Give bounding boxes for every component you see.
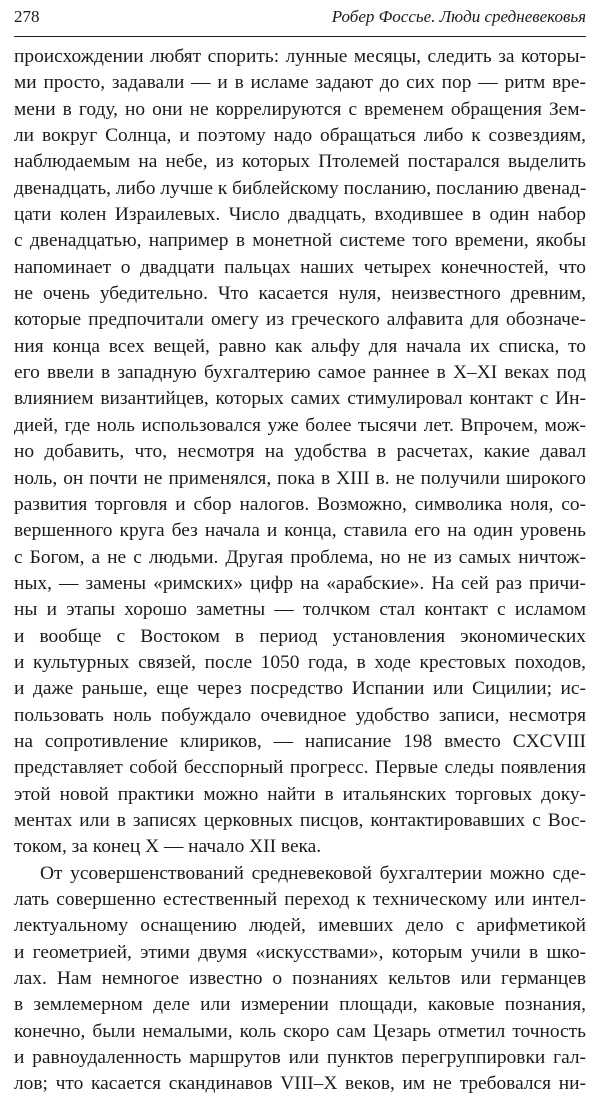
text-line: дией, где ноль использовался уже более тысячи лет. Впрочем, мож- — [14, 414, 586, 436]
paragraph — [14, 44, 586, 861]
text-line: током, за конец X — начало XII века. — [14, 836, 322, 858]
text-line: и равноудаленность маршрутов или пунктов перегруппировки гал- — [14, 1047, 586, 1069]
text-line: ны и этапы хорошо заметны — толчком стал контакт с исламом — [14, 599, 586, 621]
text-line: ния конца всех вещей, равно как альфу для начала их списка, то — [14, 335, 586, 357]
book-page — [14, 0, 586, 1095]
text-line: лать совершенно естественный переход к техническому или интел- — [14, 889, 586, 910]
text-line: лах. Нам немногое известно о познаниях кельтов или германцев — [14, 968, 586, 990]
text-line: развития торговля и сбор налогов. Возможно, символика ноля, со- — [14, 493, 586, 515]
text-line: От усовершенствований средневековой бухгалтерии можно сде- — [40, 862, 586, 884]
paragraph — [14, 861, 586, 1098]
running-title: Робер Фоссье. Люди средневековья — [331, 7, 586, 26]
text-line: с двенадцатью, например в монетной системе того времени, якобы — [14, 230, 586, 252]
text-line: происхождении любят спорить: лунные месяцы, следить за которы- — [14, 46, 586, 67]
text-line: ноль, он почти не применялся, пока в XIII в. не получили широкого — [14, 467, 586, 489]
text-line: представляет собой бесспорный прогресс. Первые следы появления — [14, 757, 586, 779]
text-line: и вообще с Востоком в период установления экономических — [14, 625, 586, 647]
text-line: лектуальному оснащению людей, имевших дело с арифметикой — [14, 915, 586, 937]
text-line: конечно, были немалыми, коль скоро сам Цезарь отметил точность — [14, 1020, 586, 1042]
body-text — [14, 44, 586, 1098]
text-line: напоминает о двадцати пальцах наших четырех конечностей, что — [14, 256, 586, 278]
text-line: вершенного круга без начала и конца, ставила его на один уровень — [14, 520, 586, 542]
text-line: ментах или в записях церковных писцов, контактировавших с Вос- — [14, 809, 586, 831]
text-line: на сопротивление клириков, — написание 198 вместо CXCVIII — [14, 730, 586, 752]
text-line: но добавить, что, несмотря на удобства в расчетах, какие давал — [14, 441, 586, 463]
text-line: с Богом, а не с людьми. Другая проблема, но не из самых ничтож- — [14, 546, 586, 568]
text-line: не очень убедительно. Что касается нуля, неизвестного древним, — [14, 283, 586, 305]
text-line: и геометрией, этими двумя «искусствами», которым учили в шко- — [14, 941, 586, 963]
text-line: и культурных связей, после 1050 года, в ходе крестовых походов, — [14, 651, 586, 673]
text-line: ных, — замены «римских» цифр на «арабские». На сей раз причи- — [14, 572, 586, 594]
text-line: мени в году, но они не коррелируются с временем обращения Зем- — [14, 98, 586, 120]
page-header — [14, 7, 586, 31]
text-line: пользовать ноль побуждало очевидное удобство записи, несмотря — [14, 704, 586, 726]
text-line: этой новой практики можно найти в итальянских торговых доку- — [14, 783, 586, 805]
text-line: ми просто, задавали — и в исламе задают до сих пор — ритм вре- — [14, 72, 586, 94]
text-line: ли вокруг Солнца, и поэтому надо обращаться либо к созвездиям, — [14, 125, 586, 147]
text-line: которые предпочитали омегу из греческого алфавита для обозначе- — [14, 309, 586, 331]
header-rule — [14, 36, 586, 37]
text-line: лов; что касается скандинавов VIII–X веков, им не требовался ни- — [14, 1073, 586, 1095]
text-line: двенадцать, либо лучше к библейскому посланию, посланию двенад- — [14, 177, 586, 199]
text-line: цати колен Израилевых. Число двадцать, входившее в один набор — [14, 204, 586, 226]
text-line: наблюдаемым на небе, из которых Птолемей постарался выделить — [14, 151, 586, 173]
page-number: 278 — [14, 7, 40, 26]
text-line: и даже раньше, еще через посредство Испании или Сицилии; ис- — [14, 678, 586, 700]
text-line: влиянием византийцев, которых самих стимулировал контакт с Ин- — [14, 388, 586, 410]
text-line: в землемерном деле или измерении площади, каковые познания, — [14, 994, 586, 1016]
text-line: его ввели в западную бухгалтерию самое раннее в X–XI веках под — [14, 362, 586, 384]
